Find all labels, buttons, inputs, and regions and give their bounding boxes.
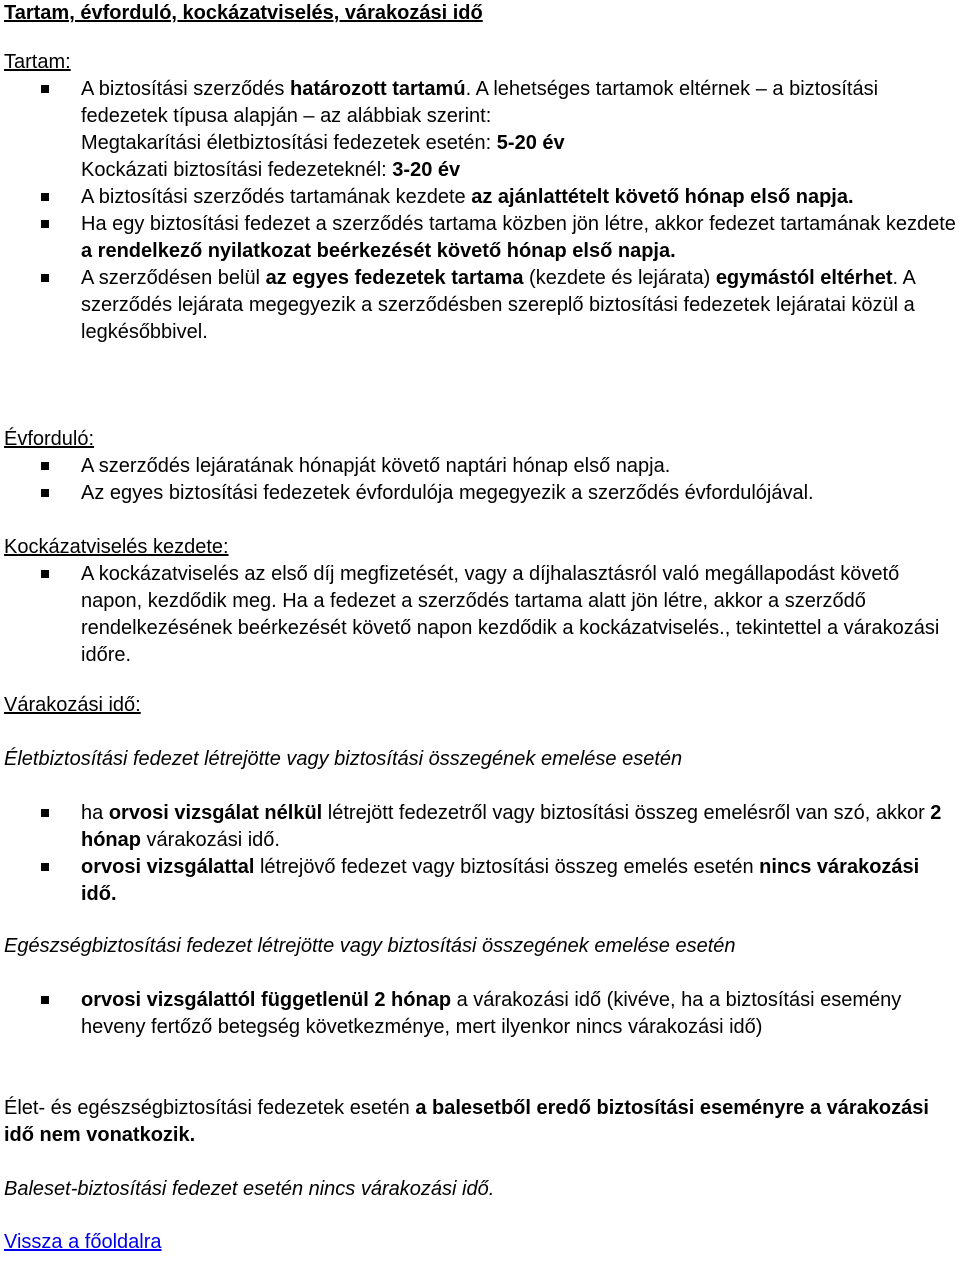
- square-bullet-icon: [41, 274, 49, 282]
- section-heading-varakozasi-ido: Várakozási idő:: [4, 694, 141, 716]
- square-bullet-icon: [41, 193, 49, 201]
- section-heading-kockazatviseles: Kockázatviselés kezdete:: [4, 536, 229, 558]
- list-item: orvosi vizsgálattal létrejövő fedezet vagy biztosítási összeg emelés esetén nincs várakozási idő.: [4, 854, 960, 908]
- subheading-egeszsegbiztositas: Egészségbiztosítási fedezet létrejötte vagy biztosítási összegének emelése esetén: [4, 935, 736, 957]
- square-bullet-icon: [41, 220, 49, 228]
- square-bullet-icon: [41, 570, 49, 578]
- document-page: [4, 0, 960, 1253]
- back-to-home-link[interactable]: Vissza a főoldalra: [4, 1231, 162, 1253]
- list-item: A kockázatviselés az első díj megfizetését, vagy a díjhalasztásról való megállapodást követő napon, kezdődik meg. Ha a fedezet a szerződés tartama alatt jön létre, akkor a szerződő rendelkezésének beérkezését követő napon kezdődik a kockázatviselés., tekintettel a várakozási időre.: [4, 561, 960, 669]
- square-bullet-icon: [41, 489, 49, 497]
- tartam-list: [4, 76, 960, 346]
- square-bullet-icon: [41, 462, 49, 470]
- accident-insurance-note: Baleset-biztosítási fedezet esetén nincs várakozási idő.: [4, 1178, 495, 1200]
- section-heading-tartam: Tartam:: [4, 51, 71, 73]
- section-heading-evfordulo: Évforduló:: [4, 428, 95, 450]
- page-title: Tartam, évforduló, kockázatviselés, várakozási idő: [4, 2, 483, 24]
- back-link-container: [4, 1229, 960, 1256]
- square-bullet-icon: [41, 863, 49, 871]
- savings-term-line: Megtakarítási életbiztosítási fedezetek esetén: 5-20 év: [81, 132, 565, 154]
- square-bullet-icon: [41, 996, 49, 1004]
- list-item: A biztosítási szerződés határozott tartamú. A lehetséges tartamok eltérnek – a biztosítási fedezetek típusa alapján – az alábbiak szerint: Megtakarítási életbiztosítási fedezetek esetén: 5-20 év Kockázati biztosítási fedezeteknél: 3-20 év: [4, 76, 960, 184]
- subheading-eletbiztositas: Életbiztosítási fedezet létrejötte vagy biztosítási összegének emelése esetén: [4, 748, 683, 770]
- list-item: Az egyes biztosítási fedezetek évfordulója megegyezik a szerződés évfordulójával.: [4, 480, 960, 507]
- risk-term-line: Kockázati biztosítási fedezeteknél: 3-20 év: [81, 159, 461, 181]
- kockazatviseles-list: [4, 561, 960, 669]
- egeszsegbiztositas-list: [4, 987, 960, 1041]
- eletbiztositas-list: [4, 800, 960, 908]
- square-bullet-icon: [41, 85, 49, 93]
- list-item: orvosi vizsgálattól függetlenül 2 hónap a várakozási idő (kivéve, ha a biztosítási esemény heveny fertőző betegség következménye, mert ilyenkor nincs várakozási idő): [4, 987, 960, 1041]
- list-item: A biztosítási szerződés tartamának kezdete az ajánlattételt követő hónap első napja.: [4, 184, 960, 211]
- evfordulo-list: [4, 453, 960, 507]
- list-item: A szerződésen belül az egyes fedezetek tartama (kezdete és lejárata) egymástól eltérhet. A szerződés lejárata megegyezik a szerződésben szereplő biztosítási fedezetek lejáratai közül a legkésőbbivel.: [4, 265, 960, 346]
- accident-exemption-paragraph: Élet- és egészségbiztosítási fedezetek esetén a balesetből eredő biztosítási eseményre a várakozási idő nem vonatkozik.: [4, 1097, 929, 1146]
- square-bullet-icon: [41, 809, 49, 817]
- list-item: Ha egy biztosítási fedezet a szerződés tartama közben jön létre, akkor fedezet tartamának kezdete a rendelkező nyilatkozat beérkezését követő hónap első napja.: [4, 211, 960, 265]
- list-item: ha orvosi vizsgálat nélkül létrejött fedezetről vagy biztosítási összeg emelésről van szó, akkor 2 hónap várakozási idő.: [4, 800, 960, 854]
- list-item: A szerződés lejáratának hónapját követő naptári hónap első napja.: [4, 453, 960, 480]
